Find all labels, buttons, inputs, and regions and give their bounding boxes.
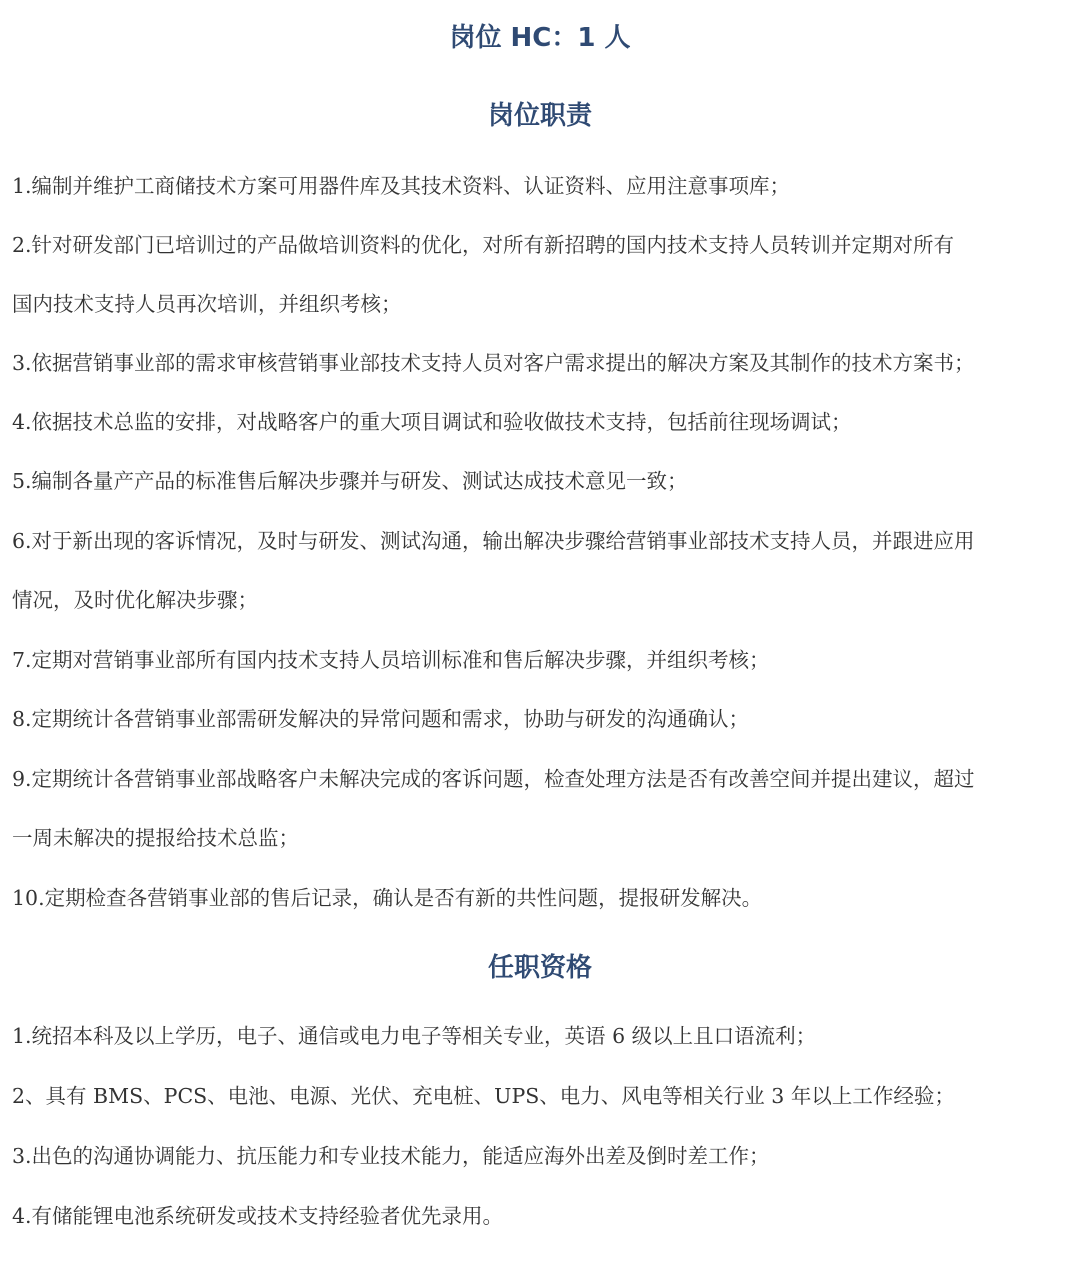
duty-line: 2.针对研发部门已培训过的产品做培训资料的优化，对所有新招聘的国内技术支持人员转训并定期对所有 — [12, 233, 955, 257]
duty-line: 情况，及时优化解决步骤； — [12, 588, 258, 612]
qualification-line: 4.有储能锂电池系统研发或技术支持经验者优先录用。 — [12, 1204, 504, 1228]
duty-line: 8.定期统计各营销事业部需研发解决的异常问题和需求，协助与研发的沟通确认； — [12, 707, 750, 731]
duty-line: 5.编制各量产产品的标准售后解决步骤并与研发、测试达成技术意见一致； — [12, 469, 688, 493]
qualification-line: 3.出色的沟通协调能力、抗压能力和专业技术能力，能适应海外出差及倒时差工作； — [12, 1144, 770, 1168]
duty-line: 7.定期对营销事业部所有国内技术支持人员培训标准和售后解决步骤，并组织考核； — [12, 648, 770, 672]
duty-line: 3.依据营销事业部的需求审核营销事业部技术支持人员对客户需求提出的解决方案及其制作的技术方案书； — [12, 351, 975, 375]
qualification-line: 2、具有 BMS、PCS、电池、电源、光伏、充电桩、UPS、电力、风电等相关行业 3 年以上工作经验； — [12, 1084, 955, 1108]
duty-line: 9.定期统计各营销事业部战略客户未解决完成的客诉问题，检查处理方法是否有改善空间并提出建议，超过 — [12, 767, 975, 791]
duty-line: 6.对于新出现的客诉情况，及时与研发、测试沟通，输出解决步骤给营销事业部技术支持人员，并跟进应用 — [12, 529, 975, 553]
duty-line: 国内技术支持人员再次培训，并组织考核； — [12, 292, 402, 316]
duty-line: 10.定期检查各营销事业部的售后记录，确认是否有新的共性问题，提报研发解决。 — [12, 886, 763, 910]
qualification-line: 1.统招本科及以上学历，电子、通信或电力电子等相关专业，英语 6 级以上且口语流利； — [12, 1024, 817, 1048]
qualifications-heading: 任职资格 — [487, 953, 592, 983]
duty-line: 1.编制并维护工商储技术方案可用器件库及其技术资料、认证资料、应用注意事项库； — [12, 174, 791, 198]
duty-line: 一周未解决的提报给技术总监； — [12, 826, 299, 850]
duties-heading: 岗位职责 — [487, 101, 592, 131]
duty-line: 4.依据技术总监的安排，对战略客户的重大项目调试和验收做技术支持，包括前往现场调试； — [12, 410, 852, 434]
headcount-heading: 岗位 HC：1 人 — [449, 23, 631, 53]
